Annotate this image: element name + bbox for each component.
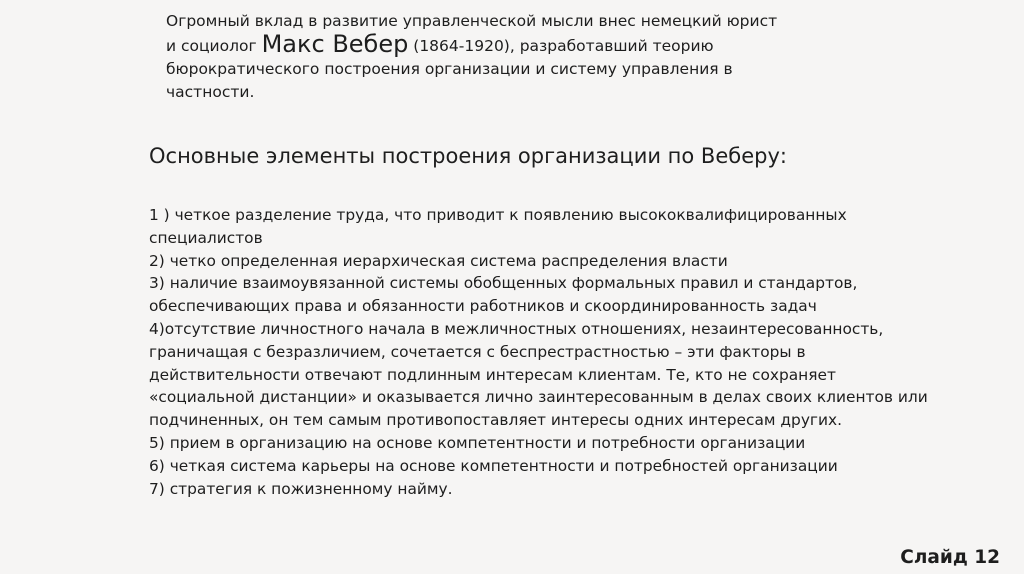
intro-line-2-suffix: (1864-1920), разработавший теорию — [408, 37, 714, 55]
intro-line-2-prefix: и социолог — [166, 37, 262, 55]
intro-line-1: Огромный вклад в развитие управленческой мысли внес немецкий юрист — [166, 12, 778, 30]
list-item: 4)отсутствие личностного начала в межличностных отношениях, незаинтересованность, граничащая с безразличием, сочетается с беспрестрастностью – эти факторы в действительности отвечают подлинным интересам клиентам. Те, кто не сохраняет «социальной дистанции» и оказывается лично заинтересованным в делах своих клиентов или подчиненных, он тем самым противопоставляет интересы одних интересам других. — [149, 319, 928, 430]
list-item: 3) наличие взаимоувязанной системы обобщенных формальных правил и стандартов, обеспечивающих права и обязанности работников и скоординированность задач — [149, 274, 858, 316]
list-item: 6) четкая система карьеры на основе компетентности и потребностей организации — [149, 456, 838, 475]
author-name: Макс Вебер — [261, 30, 409, 58]
list-item: 7) стратегия к пожизненному найму. — [149, 479, 453, 498]
slide-number: Слайд 12 — [900, 547, 1000, 568]
intro-paragraph — [166, 10, 846, 104]
list-item: 1 ) четкое разделение труда, что приводит к появлению высококвалифицированных специалистов — [149, 206, 847, 247]
list-item: 2) четко определенная иерархическая система распределения власти — [149, 251, 728, 270]
section-heading: Основные элементы построения организации по Веберу: — [149, 144, 787, 168]
intro-line-3: бюрократического построения организации и систему управления в — [166, 60, 733, 78]
intro-line-4: частности. — [166, 83, 255, 101]
intro-line-2 — [166, 30, 846, 58]
list-item: 5) прием в организацию на основе компетентности и потребности организации — [149, 433, 806, 452]
elements-list — [149, 204, 929, 500]
